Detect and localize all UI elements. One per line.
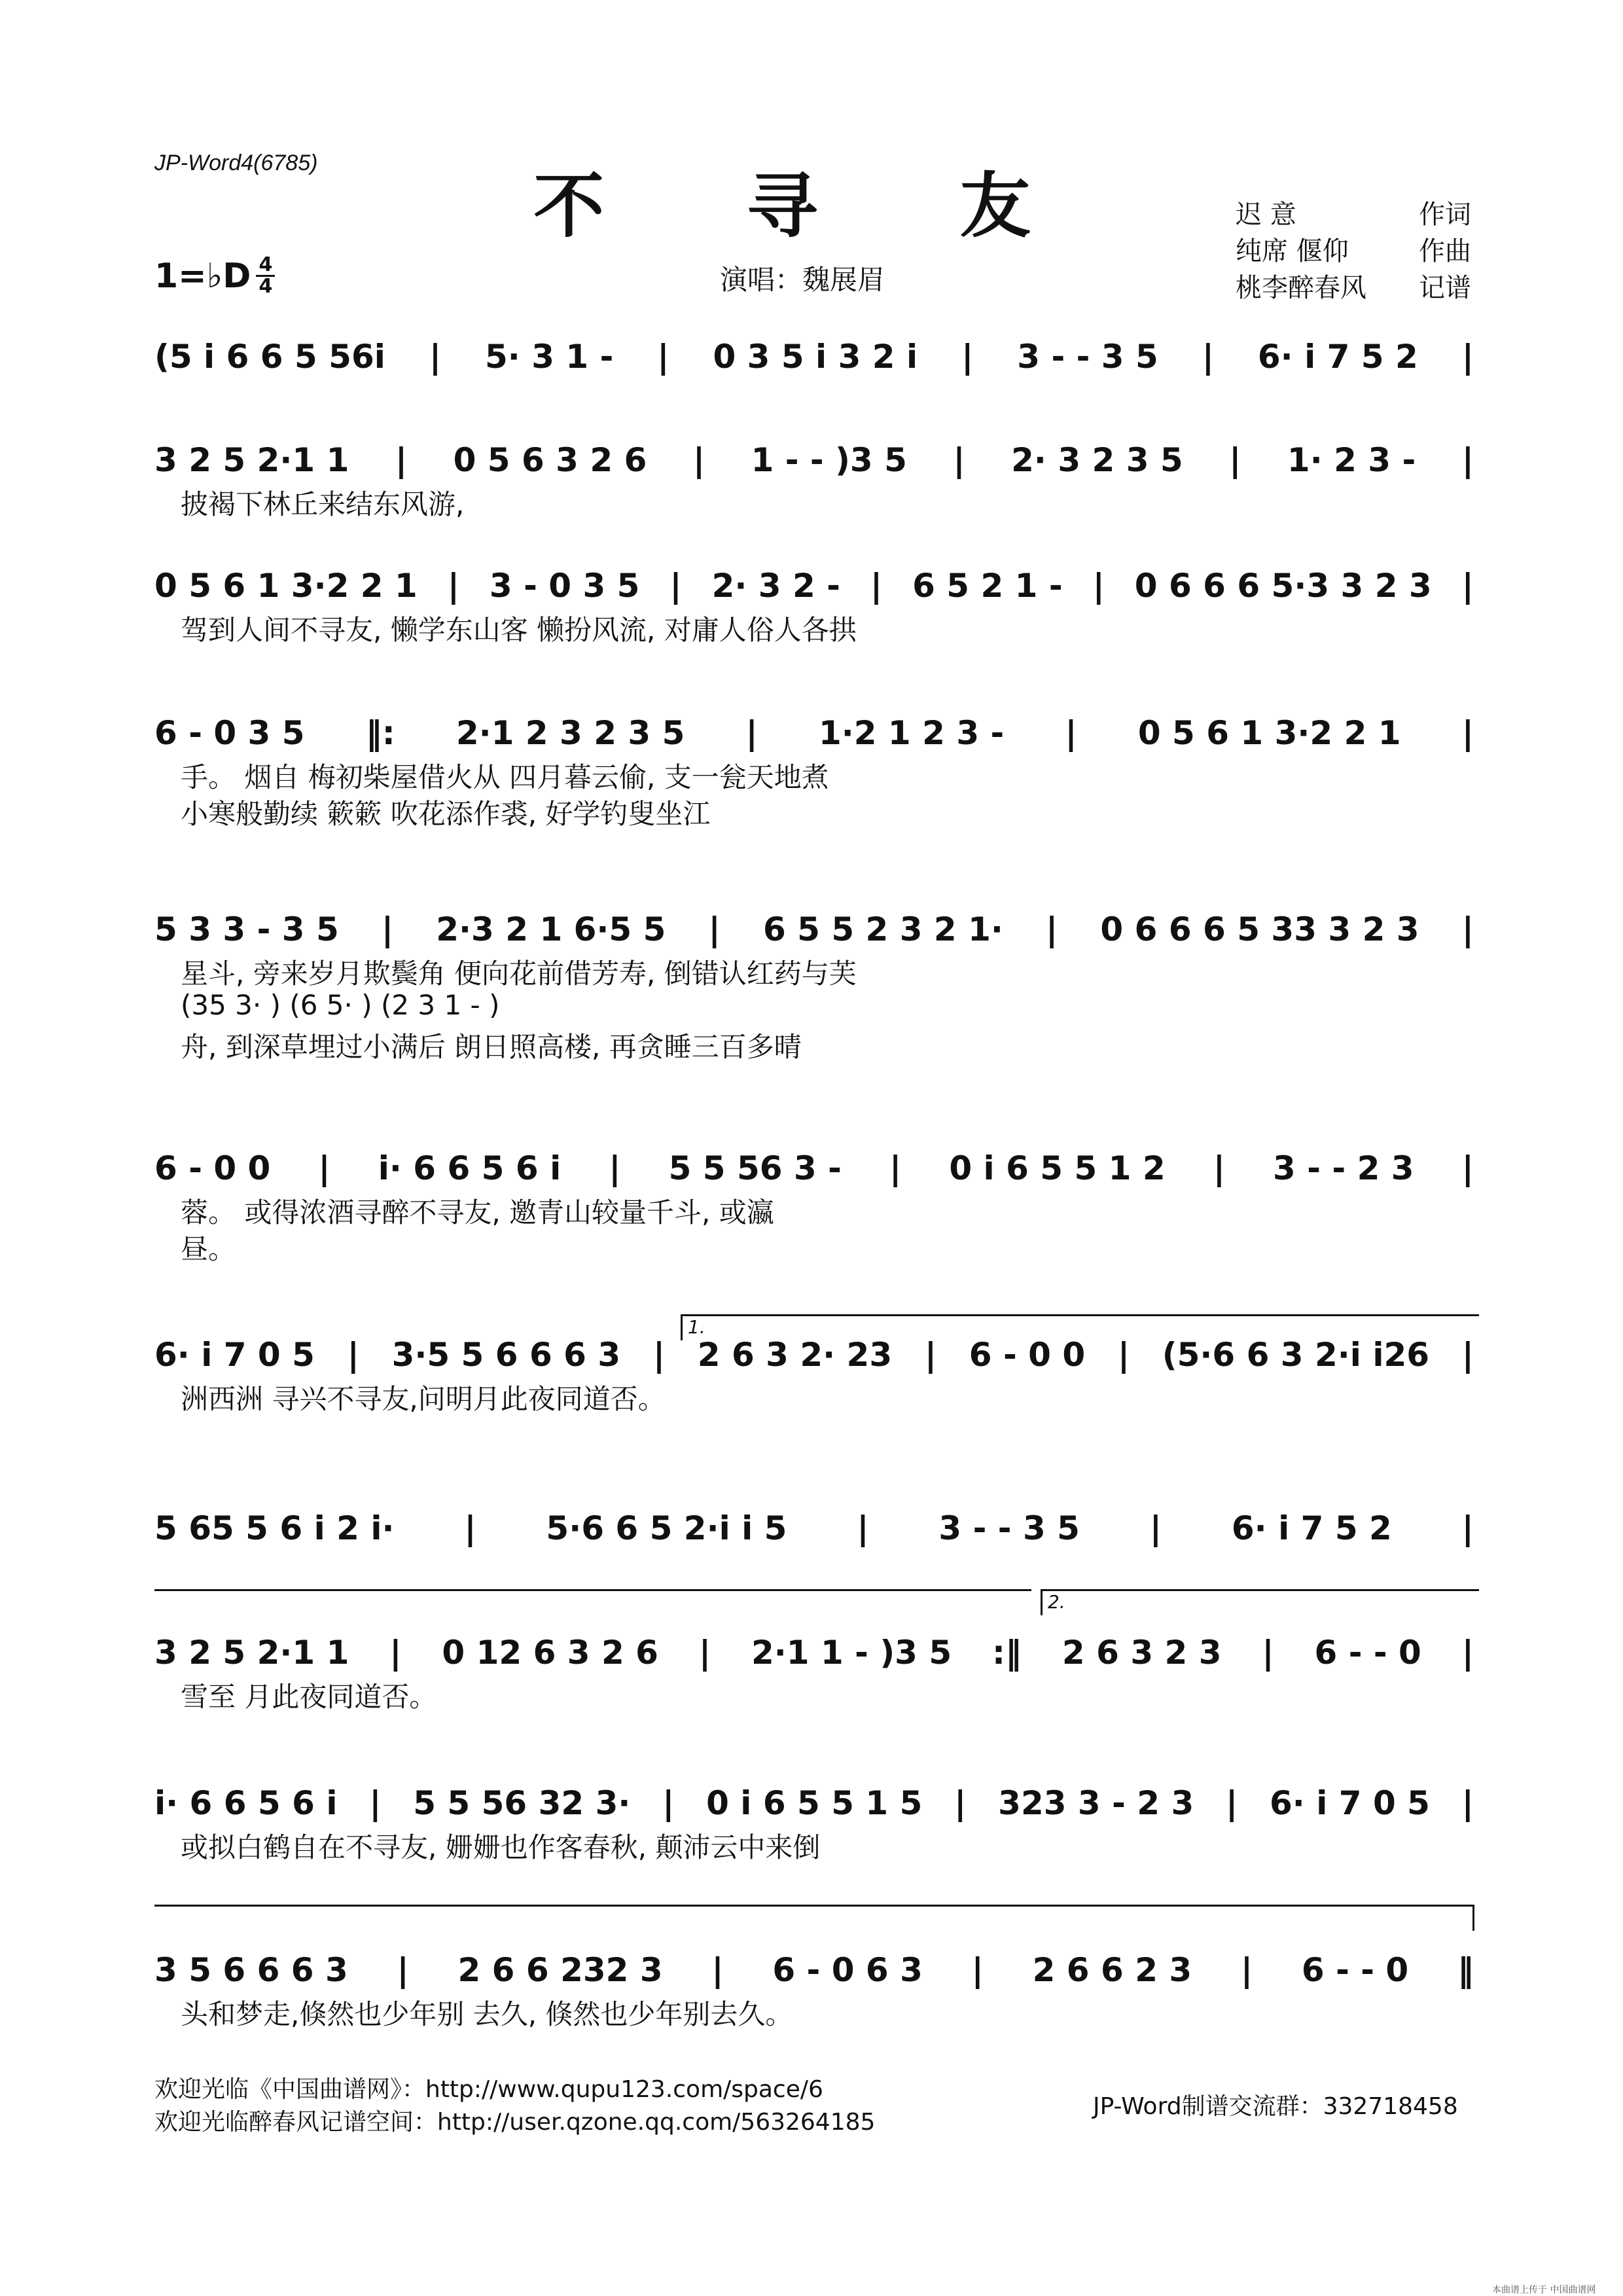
bar-line: | bbox=[397, 1951, 409, 1989]
bar-line: | bbox=[1461, 1784, 1474, 1822]
second-ending-continuation bbox=[154, 1905, 1474, 1907]
measure: 3 2 5 2·1 1 bbox=[154, 1634, 349, 1672]
score-system bbox=[154, 1145, 1474, 1265]
measure: 6 - - 0 bbox=[1301, 1951, 1409, 1989]
bar-line: | bbox=[657, 338, 669, 376]
bar-line: | bbox=[711, 1951, 724, 1989]
measure: 3 5 6 6 6 3 bbox=[154, 1951, 348, 1989]
lyric-line: 舟, 到深草埋过小满后 朗日照高楼, 再贪睡三百多晴 bbox=[181, 1031, 802, 1063]
bar-line: | bbox=[662, 1784, 675, 1822]
notes-line bbox=[154, 1145, 1474, 1191]
score-system bbox=[154, 1332, 1474, 1414]
measure: 3 - - 3 5 bbox=[938, 1509, 1080, 1547]
measure: 6 - - 0 bbox=[1314, 1634, 1421, 1672]
bar-line: | bbox=[953, 441, 965, 479]
lyric-line: 手。 烟自 梅初柴屋借火从 四月暮云偷, 支一瓮天地煮 bbox=[181, 761, 829, 793]
bar-line: | bbox=[389, 1634, 402, 1672]
measure: 2 6 3 2· 23 bbox=[697, 1336, 893, 1374]
bar-line: | bbox=[1461, 338, 1474, 376]
measure: (5 i 6 6 5 56i bbox=[154, 338, 385, 376]
bar-line: | bbox=[1461, 567, 1474, 605]
lyric-line: 小寒般勤续 簌簌 吹花添作裘, 好学钓叟坐江 bbox=[181, 798, 711, 830]
second-ending-label: 2. bbox=[1048, 1591, 1065, 1613]
credits bbox=[1236, 196, 1471, 306]
song-title: 不 寻 友 bbox=[533, 165, 1090, 247]
bar-line: | bbox=[381, 910, 394, 948]
bar-line: | bbox=[347, 1336, 359, 1374]
time-top: 4 bbox=[256, 255, 275, 277]
bar-line: | bbox=[1202, 338, 1214, 376]
measure: 323 3 - 2 3 bbox=[998, 1784, 1194, 1822]
bar-line: | bbox=[961, 338, 974, 376]
measure: 2·3 2 1 6·5 5 bbox=[436, 910, 666, 948]
key-label: 1=♭D bbox=[154, 256, 251, 296]
measure: 5· 3 1 - bbox=[485, 338, 614, 376]
measure: 6 5 2 1 - bbox=[912, 567, 1063, 605]
measure: 0 6 6 6 5·3 3 2 3 bbox=[1134, 567, 1432, 605]
lyric-line: 星斗, 旁来岁月欺鬓角 便向花前借芳寿, 倒错认红药与芙 bbox=[181, 958, 857, 990]
time-signature bbox=[256, 255, 275, 296]
measure: 0 5 6 3 2 6 bbox=[453, 441, 647, 479]
bar-line: | bbox=[429, 338, 442, 376]
measure: 2 6 3 2 3 bbox=[1061, 1634, 1222, 1672]
measure: 1·2 1 2 3 - bbox=[818, 714, 1005, 752]
measure: 5 65 5 6 i 2 i· bbox=[154, 1509, 395, 1547]
bar-line: | bbox=[1461, 441, 1474, 479]
measure: 0 5 6 1 3·2 2 1 bbox=[154, 567, 418, 605]
measure: 1 - - )3 5 bbox=[751, 441, 907, 479]
bar-line: | bbox=[1213, 1149, 1225, 1187]
credit-name: 纯席 偃仰 bbox=[1236, 236, 1349, 266]
measure: 0 i 6 5 5 1 2 bbox=[949, 1149, 1166, 1187]
bar-line: | bbox=[708, 910, 721, 948]
measure: 6 - 0 3 5 bbox=[154, 714, 305, 752]
measure: 3 - - 3 5 bbox=[1017, 338, 1158, 376]
measure: 5 5 56 3 - bbox=[668, 1149, 842, 1187]
lyric-line: (35 3· ) (6 5· ) (2 3 1 - ) bbox=[181, 989, 500, 1021]
first-ending-bracket bbox=[681, 1314, 1479, 1340]
measure: 6· i 7 0 5 bbox=[1270, 1784, 1430, 1822]
bar-line: | bbox=[1461, 1336, 1474, 1374]
bar-line: | bbox=[609, 1149, 621, 1187]
bar-line: | bbox=[464, 1509, 476, 1547]
bar-line: | bbox=[870, 567, 883, 605]
score-system bbox=[154, 1630, 1474, 1712]
bar-line: | bbox=[369, 1784, 382, 1822]
first-ending-label: 1. bbox=[688, 1316, 705, 1338]
bar-line: | bbox=[447, 567, 459, 605]
bar-line: | bbox=[857, 1509, 869, 1547]
bar-line: | bbox=[1240, 1951, 1253, 1989]
lyric-line: 头和梦走,倏然也少年别 去久, 倏然也少年别去久。 bbox=[181, 1998, 793, 2030]
measure: 5·6 6 5 2·i i 5 bbox=[546, 1509, 787, 1547]
bar-line: | bbox=[652, 1336, 666, 1374]
measure: (5·6 6 3 2·i i26 bbox=[1162, 1336, 1430, 1374]
measure: 5 5 56 32 3· bbox=[413, 1784, 631, 1822]
measure: 0 12 6 3 2 6 bbox=[442, 1634, 658, 1672]
measure: 3·5 5 6 6 6 3 bbox=[391, 1336, 621, 1374]
first-ending-continuation bbox=[154, 1589, 1031, 1591]
footer-group: JP-Word制谱交流群：332718458 bbox=[1093, 2093, 1458, 2120]
score-system bbox=[154, 563, 1474, 645]
score-system bbox=[154, 710, 1474, 829]
upload-note: 本曲谱上传于 中国曲谱网 bbox=[1492, 2285, 1596, 2295]
bar-line: | bbox=[924, 1336, 937, 1374]
bar-line: | bbox=[692, 441, 705, 479]
score-system bbox=[154, 906, 1474, 1062]
measure: 1· 2 3 - bbox=[1287, 441, 1416, 479]
measure: 6 - 0 6 3 bbox=[772, 1951, 923, 1989]
measure: 0 5 6 1 3·2 2 1 bbox=[1137, 714, 1401, 752]
measure: 5 3 3 - 3 5 bbox=[154, 910, 339, 948]
notes-line bbox=[154, 563, 1474, 609]
bar-line: ‖: bbox=[365, 714, 395, 752]
lyric-line: 或拟白鹤自在不寻友, 姗姗也作客春秋, 颠沛云中来倒 bbox=[181, 1831, 821, 1863]
score-system bbox=[154, 437, 1474, 520]
measure: 2 6 6 232 3 bbox=[457, 1951, 663, 1989]
bar-line: | bbox=[318, 1149, 330, 1187]
bar-line: | bbox=[1461, 910, 1474, 948]
bar-line: | bbox=[745, 714, 758, 752]
measure: i· 6 6 5 6 i bbox=[378, 1149, 562, 1187]
bar-line: | bbox=[1262, 1634, 1274, 1672]
software-label: JP-Word4(6785) bbox=[154, 151, 318, 175]
lyric-line: 雪至 月此夜同道否。 bbox=[181, 1681, 437, 1713]
bar-line: | bbox=[1065, 714, 1077, 752]
measure: 2· 3 2 - bbox=[711, 567, 840, 605]
notes-line bbox=[154, 710, 1474, 756]
time-bottom: 4 bbox=[259, 275, 273, 298]
notes-line bbox=[154, 1505, 1474, 1551]
lyric-line: 蓉。 或得浓酒寻醉不寻友, 邀青山较量千斗, 或瀛 bbox=[181, 1196, 774, 1229]
measure: 6· i 7 5 2 bbox=[1231, 1509, 1392, 1547]
score-system bbox=[154, 1505, 1474, 1551]
bar-line: | bbox=[698, 1634, 711, 1672]
bar-line: | bbox=[1046, 910, 1058, 948]
bar-line: | bbox=[1461, 714, 1474, 752]
measure: 6· i 7 0 5 bbox=[154, 1336, 315, 1374]
score-system bbox=[154, 334, 1474, 380]
notes-line bbox=[154, 437, 1474, 483]
measure: 2·1 1 - )3 5 bbox=[751, 1634, 952, 1672]
measure: 0 i 6 5 5 1 5 bbox=[706, 1784, 923, 1822]
measure: 6· i 7 5 2 bbox=[1257, 338, 1418, 376]
bar-line: | bbox=[1117, 1336, 1130, 1374]
score-system bbox=[154, 1947, 1474, 2030]
bar-line: | bbox=[1461, 1509, 1474, 1547]
bar-line: | bbox=[1226, 1784, 1238, 1822]
score-system bbox=[154, 1780, 1474, 1863]
notes-line bbox=[154, 1947, 1474, 1993]
notes-line bbox=[154, 334, 1474, 380]
measure: 6 - 0 0 bbox=[969, 1336, 1086, 1374]
credit-composer bbox=[1236, 233, 1471, 270]
footer-link-qzone: 欢迎光临醉春风记谱空间：http://user.qzone.qq.com/563264185 bbox=[154, 2109, 876, 2136]
notes-line bbox=[154, 906, 1474, 952]
bar-line: :‖ bbox=[992, 1634, 1022, 1672]
bar-line: | bbox=[669, 567, 682, 605]
credit-role: 记谱 bbox=[1419, 273, 1471, 303]
measure: 2 6 6 2 3 bbox=[1032, 1951, 1192, 1989]
bar-line: | bbox=[954, 1784, 967, 1822]
lyric-line: 昼。 bbox=[181, 1233, 236, 1265]
bar-line: | bbox=[1149, 1509, 1162, 1547]
measure: 3 2 5 2·1 1 bbox=[154, 441, 349, 479]
measure: 6 - 0 0 bbox=[154, 1149, 271, 1187]
bar-line: | bbox=[1461, 1149, 1474, 1187]
bar-line: | bbox=[1229, 441, 1241, 479]
measure: 3 - 0 3 5 bbox=[489, 567, 640, 605]
measure: 2· 3 2 3 5 bbox=[1011, 441, 1183, 479]
credit-name: 迟 意 bbox=[1236, 200, 1296, 230]
footer-links bbox=[154, 2073, 875, 2139]
credit-role: 作词 bbox=[1419, 200, 1471, 230]
bar-line: | bbox=[1092, 567, 1105, 605]
bar-line: | bbox=[1461, 1634, 1474, 1672]
lyric-line: 披褐下林丘来结东风游, bbox=[181, 488, 465, 520]
bar-line: | bbox=[395, 441, 408, 479]
measure: 2·1 2 3 2 3 5 bbox=[455, 714, 685, 752]
notes-line bbox=[154, 1630, 1474, 1676]
second-ending-bracket bbox=[1041, 1589, 1479, 1615]
credit-role: 作曲 bbox=[1419, 236, 1471, 266]
measure: 0 3 5 i 3 2 i bbox=[713, 338, 918, 376]
bar-line: | bbox=[889, 1149, 902, 1187]
lyric-line: 洲西洲 寻兴不寻友,问明月此夜同道否。 bbox=[181, 1383, 666, 1415]
measure: 0 6 6 6 5 33 3 2 3 bbox=[1100, 910, 1419, 948]
bar-line: | bbox=[971, 1951, 984, 1989]
measure: i· 6 6 5 6 i bbox=[154, 1784, 338, 1822]
measure: 3 - - 2 3 bbox=[1273, 1149, 1414, 1187]
second-ending-end bbox=[1472, 1905, 1474, 1931]
lyric-line: 驾到人间不寻友, 懒学东山客 懒扮风流, 对庸人俗人各拱 bbox=[181, 614, 857, 646]
measure: 6 5 5 2 3 2 1· bbox=[762, 910, 1003, 948]
footer-link-qupu: 欢迎光临《中国曲谱网》：http://www.qupu123.com/space/6 bbox=[154, 2076, 823, 2103]
key-signature bbox=[154, 255, 275, 296]
bar-line: ‖ bbox=[1457, 1951, 1474, 1989]
credit-lyricist bbox=[1236, 196, 1471, 233]
credit-transcriber bbox=[1236, 270, 1471, 306]
credit-name: 桃李醉春风 bbox=[1236, 273, 1366, 303]
singer: 演唱：魏展眉 bbox=[720, 264, 885, 296]
notes-line bbox=[154, 1780, 1474, 1826]
